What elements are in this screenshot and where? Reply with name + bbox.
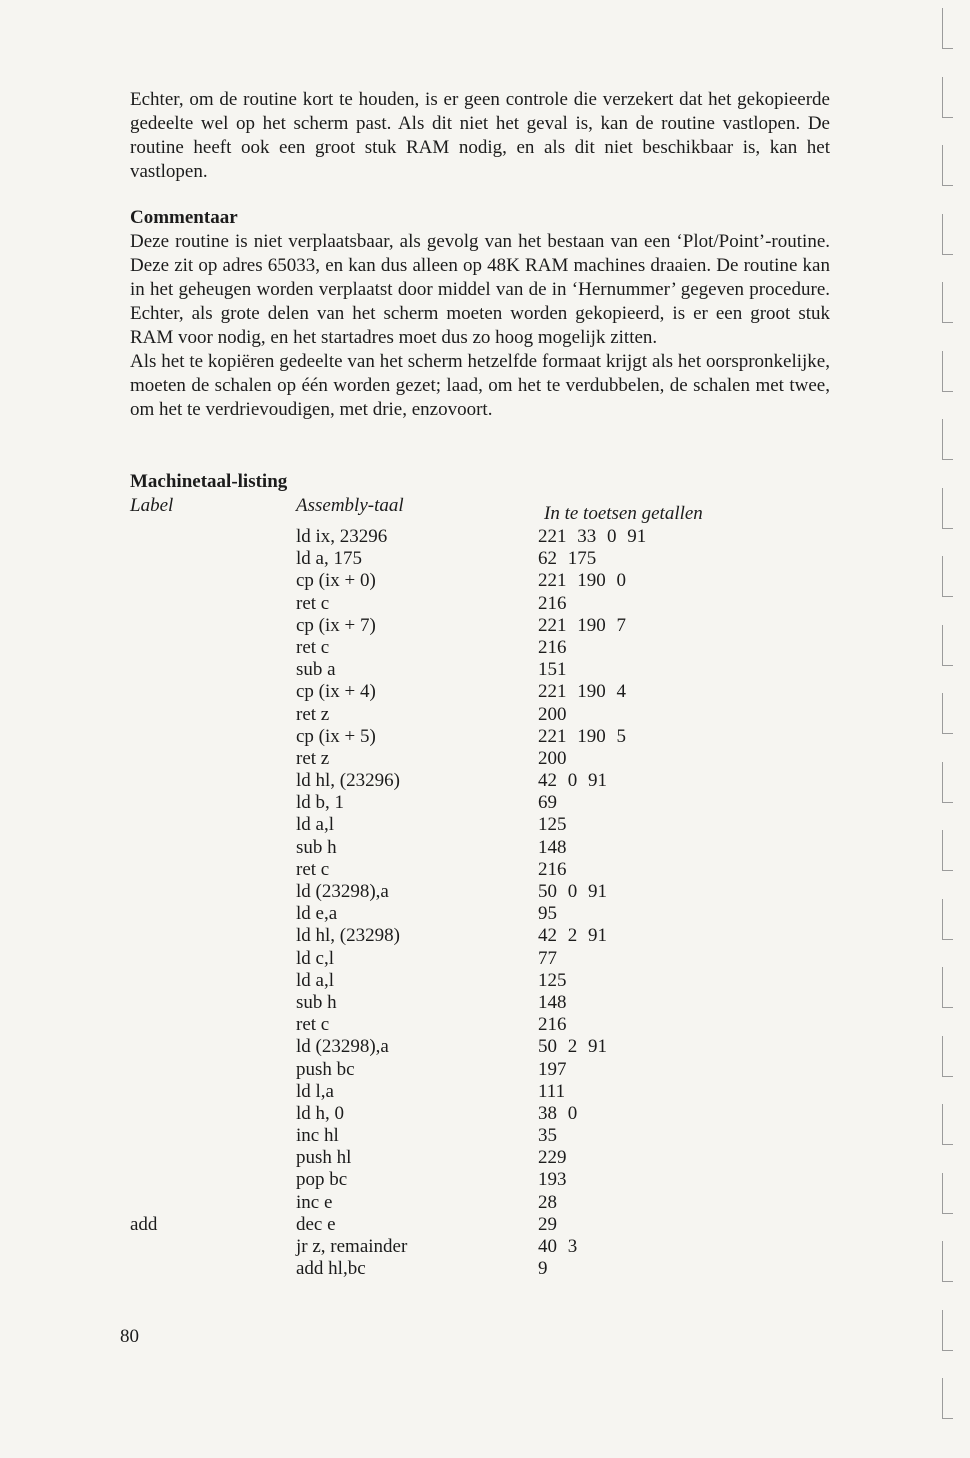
commentaar-paragraph-1: Deze routine is niet verplaatsbaar, als gevolg van het bestaan van een ‘Plot/Point’-routine. Deze zit op adres 65033, en kan dus alleen op 48K RAM machines draaien. De routine kan in het geheugen worden verplaatst door middel van de in ‘Hernummer’ gegeven procedure. Echter, als grote delen van het scherm moeten worden gekopieerd, is er een groot stuk RAM voor nodig, en het startadres moet dus zo hoog mogelijk zitten. [130,231,830,348]
row-numbers: 221 190 5 [538,725,626,747]
row-assembly: cp (ix + 4) [296,681,376,703]
machine-code-listing [130,470,830,1280]
binder-tick [942,762,953,803]
row-assembly: ld a, 175 [296,548,362,570]
row-assembly: ret c [296,636,330,658]
row-numbers: 77 [538,947,557,969]
page-number: 80 [120,1326,139,1347]
row-assembly: add hl,bc [296,1258,366,1280]
row-assembly: sub a [296,659,336,681]
listing-row [130,925,830,947]
listing-row [130,1125,830,1147]
listing-row [130,1081,830,1103]
row-assembly: dec e [296,1213,336,1235]
binder-tick [942,214,953,255]
row-numbers: 50 0 91 [538,881,607,902]
listing-row [130,526,830,548]
row-numbers: 221 33 0 91 [538,526,647,547]
row-assembly: sub h [296,836,337,858]
row-label: add [130,1213,158,1235]
listing-row [130,1103,830,1125]
listing-header [130,494,830,526]
listing-row [130,615,830,637]
listing-row [130,548,830,570]
binder-tick [942,1173,953,1214]
row-assembly: cp (ix + 5) [296,725,376,747]
row-assembly: pop bc [296,1169,348,1191]
listing-row [130,881,830,903]
row-numbers: 125 [538,969,567,991]
listing-row [130,1147,830,1169]
row-assembly: ld e,a [296,903,338,925]
row-numbers: 62 175 [538,548,597,570]
binder-tick [942,967,953,1008]
row-numbers: 28 [538,1191,557,1213]
binder-tick [942,419,953,460]
row-numbers: 216 [538,858,567,880]
row-assembly: jr z, remainder [296,1236,408,1257]
binder-tick [942,1036,953,1077]
commentaar-paragraph-2: Als het te kopiëren gedeelte van het scherm hetzelfde formaat krijgt als het oorspronkelijke, moeten de schalen op één worden gezet; laad, om het te verdubbelen, de schalen met twee, om het te verdrievoudigen, met drie, enzovoort. [130,351,830,420]
row-numbers: 50 2 91 [538,1036,607,1058]
listing-row [130,970,830,992]
row-assembly: ld a,l [296,814,334,836]
row-assembly: ret c [296,592,330,614]
row-numbers: 42 0 91 [538,770,607,792]
row-numbers: 221 190 7 [538,614,626,636]
row-assembly: sub h [296,991,337,1013]
binder-tick [942,1241,953,1282]
row-numbers: 148 [538,836,567,858]
listing-row [130,1059,830,1081]
listing-row [130,726,830,748]
row-assembly: ret z [296,747,330,769]
binder-tick [942,488,953,529]
listing-row [130,903,830,925]
listing-title: Machinetaal-listing [130,471,288,492]
binder-tick [942,1310,953,1351]
row-assembly: ret c [296,1014,330,1036]
commentaar-heading: Commentaar [130,207,238,228]
listing-row [130,1258,830,1280]
listing-row [130,814,830,836]
column-header-label: Label [130,495,174,516]
binder-tick [942,8,953,49]
row-numbers: 229 [538,1147,567,1169]
row-numbers: 9 [538,1258,548,1280]
listing-row [130,637,830,659]
row-numbers: 111 [538,1080,566,1102]
row-numbers: 42 2 91 [538,925,607,947]
binder-tick [942,77,953,118]
row-numbers: 197 [538,1058,567,1080]
listing-row [130,770,830,792]
row-numbers: 69 [538,792,557,814]
binder-tick [942,1104,953,1145]
row-assembly: ld (23298),a [296,1036,389,1058]
row-numbers: 148 [538,991,567,1013]
listing-row [130,1169,830,1191]
row-numbers: 29 [538,1213,557,1235]
row-numbers: 35 [538,1125,557,1147]
row-assembly: push bc [296,1058,355,1080]
row-numbers: 216 [538,636,567,658]
listing-row [130,681,830,703]
binder-tick [942,351,953,392]
row-numbers: 193 [538,1169,567,1191]
row-assembly: inc e [296,1191,333,1213]
listing-row [130,570,830,592]
binder-tick [942,145,953,186]
row-assembly: ld c,l [296,947,334,969]
binder-tick [942,693,953,734]
row-numbers: 221 190 4 [538,681,626,703]
row-assembly: cp (ix + 7) [296,614,376,636]
row-assembly: ret z [296,703,330,725]
listing-row [130,1014,830,1036]
listing-row [130,704,830,726]
binder-tick [942,625,953,666]
binder-tick [942,1378,953,1419]
row-assembly: ret c [296,858,330,880]
row-numbers: 200 [538,703,567,725]
row-numbers: 200 [538,747,567,769]
listing-row [130,859,830,881]
listing-row [130,593,830,615]
row-numbers: 38 0 [538,1102,578,1124]
listing-row [130,1214,830,1236]
row-assembly: cp (ix + 0) [296,570,376,592]
row-numbers: 95 [538,903,557,925]
listing-row [130,837,830,859]
body-text [130,88,830,422]
row-assembly: push hl [296,1147,352,1169]
row-assembly: ld hl, (23296) [296,770,400,792]
row-numbers: 40 3 [538,1236,578,1257]
listing-row [130,1192,830,1214]
column-header-numbers: In te toetsen getallen [544,503,703,524]
listing-row [130,948,830,970]
listing-row [130,992,830,1014]
row-assembly: ld b, 1 [296,792,345,814]
listing-row [130,1236,830,1258]
listing-row [130,792,830,814]
binder-tick [942,282,953,323]
listing-rows [130,526,830,1280]
row-numbers: 216 [538,592,567,614]
row-assembly: ld l,a [296,1080,334,1102]
row-assembly: ld a,l [296,969,334,991]
column-header-assembly: Assembly-taal [296,495,404,516]
row-assembly: ld h, 0 [296,1102,345,1124]
row-assembly: ld ix, 23296 [296,526,388,547]
intro-paragraph: Echter, om de routine kort te houden, is er geen controle die verzekert dat het gekopieerde gedeelte wel op het scherm past. Als dit niet het geval is, kan de routine vastlopen. De routine heeft ook een groot stuk RAM nodig, en als dit niet beschikbaar is, kan het vastlopen. [130,89,830,182]
row-assembly: inc hl [296,1125,339,1147]
listing-row [130,1036,830,1058]
binder-edge [920,0,970,1458]
row-numbers: 151 [538,659,567,681]
binder-tick [942,830,953,871]
row-numbers: 221 190 0 [538,570,626,592]
row-numbers: 125 [538,814,567,836]
row-assembly: ld (23298),a [296,881,389,902]
binder-tick [942,899,953,940]
listing-row [130,659,830,681]
listing-row [130,748,830,770]
binder-tick [942,556,953,597]
row-assembly: ld hl, (23298) [296,925,400,947]
row-numbers: 216 [538,1014,567,1036]
